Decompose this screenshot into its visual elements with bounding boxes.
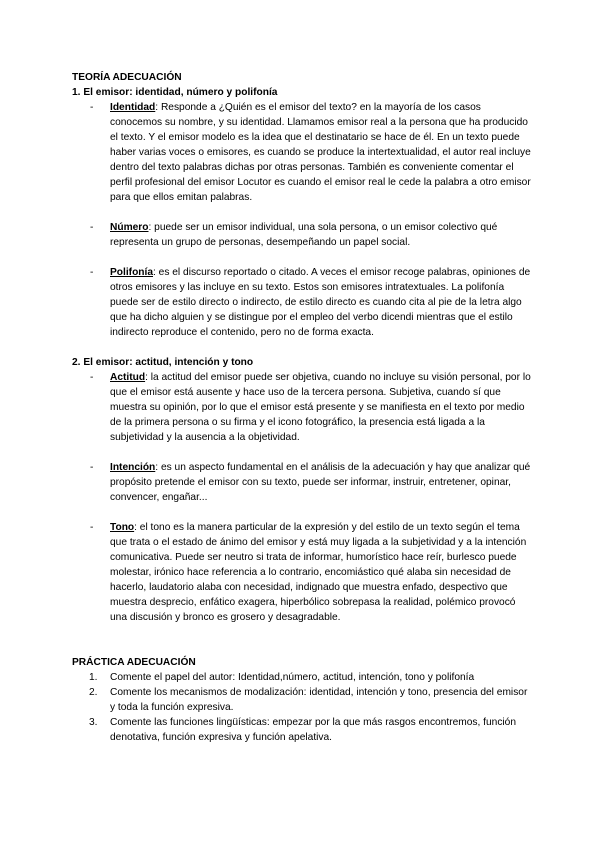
section-heading-2: 2. El emisor: actitud, intención y tono xyxy=(72,357,254,368)
dash-bullet: - xyxy=(90,102,94,113)
practice-text-3: Comente las funciones lingüísticas: empezar por la que más rasgos encontremos, función denotativa, función expresiva y función apelativa. xyxy=(110,717,517,743)
section-heading-1: 1. El emisor: identidad, número y polifonía xyxy=(72,87,278,98)
definition-tono: : el tono es la manera particular de la expresión y del estilo de un texto según el tema que trata o el estado de ánimo del emisor y está muy ligada a la subjetividad y a la intención comunicativa. Puede ser neutro si trata de informar, humorístico hace reír, burlesco puede molestar, irónico hace referencia a lo contrario, encomiástico qué alaba sin necesidad de hacerlo, laudatorio alaba con necesidad, indignado que muestra enfado, despectivo que muestra desprecio, enfático exagera, hiperbólico sobrepasa la realidad, polémico provocó una discusión y bronco es grosero y desagradable. xyxy=(110,522,527,623)
practice-text-2: Comente los mecanismos de modalización: identidad, intención y tono, presencia del emisor y toda la función expresiva. xyxy=(110,687,528,713)
term-identidad: Identidad xyxy=(110,102,156,113)
practice-list xyxy=(72,670,534,745)
item-number: 2. xyxy=(89,687,98,698)
term-actitud: Actitud xyxy=(110,372,146,383)
spacer xyxy=(72,340,534,355)
practice-item-1 xyxy=(72,670,534,685)
section-2-list xyxy=(72,370,534,625)
spacer xyxy=(72,625,534,655)
practice-heading: PRÁCTICA ADECUACIÓN xyxy=(72,657,196,668)
page-title: TEORÍA ADECUACIÓN xyxy=(72,72,182,83)
item-number: 1. xyxy=(89,672,98,683)
list-item-intencion xyxy=(72,460,534,505)
term-polifonia: Polifonía xyxy=(110,267,154,278)
list-item-identidad xyxy=(72,100,534,205)
term-intencion: Intención xyxy=(110,462,156,473)
dash-bullet: - xyxy=(90,372,94,383)
dash-bullet: - xyxy=(90,522,94,533)
document-content xyxy=(72,70,534,745)
dash-bullet: - xyxy=(90,267,94,278)
practice-item-3 xyxy=(72,715,534,745)
definition-intencion: : es un aspecto fundamental en el análisis de la adecuación y hay que analizar qué propósito pretende el emisor con su texto, puede ser informar, instruir, entretener, opinar, convencer, engañar... xyxy=(110,462,531,503)
definition-identidad: : Responde a ¿Quién es el emisor del texto? en la mayoría de los casos conocemos su nombre, y su identidad. Llamamos emisor real a la persona que ha producido el texto. Y el emisor modelo es la idea que el destinatario se hace de él. En un texto puede haber varias voces o emisores, es cuando se produce la intertextualidad, el autor real incluye dentro del texto palabras dichas por otras personas. También es conveniente comentar el perfil profesional del emisor Locutor es cuando el emisor real le cede la palabra a otro emisor para que ellos emitan palabras. xyxy=(110,102,531,203)
practice-text-1: Comente el papel del autor: Identidad,número, actitud, intención, tono y polifonía xyxy=(110,672,475,683)
list-item-polifonia xyxy=(72,265,534,340)
list-item-actitud xyxy=(72,370,534,445)
definition-polifonia: : es el discurso reportado o citado. A veces el emisor recoge palabras, opiniones de otros emisores y las incluye en su texto. Estos son emisores intratextuales. La polifonía puede ser de estilo directo o indirecto, de estilo directo es cuando cita al pie de la letra algo que ha dicho alguien y se distingue por el empleo del verbo dicendi mientras que el estilo indirecto reproduce el contenido, pero no de forma exacta. xyxy=(110,267,531,338)
item-number: 3. xyxy=(89,717,98,728)
dash-bullet: - xyxy=(90,222,94,233)
term-tono: Tono xyxy=(110,522,135,533)
term-numero: Número xyxy=(110,222,149,233)
section-1-list xyxy=(72,100,534,340)
definition-numero: : puede ser un emisor individual, una sola persona, o un emisor colectivo qué representa un grupo de personas, desempeñando un papel social. xyxy=(110,222,498,248)
definition-actitud: : la actitud del emisor puede ser objetiva, cuando no incluye su visión personal, por lo que el emisor está ausente y hace uso de la tercera persona. Subjetiva, cuando sí que muestra su opinión, por lo que el emisor está presente y se manifiesta en el texto por medio de la primera persona o su firma y el icono fotográfico, la presencia está ligada a la subjetividad y la ausencia a la objetividad. xyxy=(110,372,531,443)
list-item-numero xyxy=(72,220,534,250)
dash-bullet: - xyxy=(90,462,94,473)
practice-item-2 xyxy=(72,685,534,715)
list-item-tono xyxy=(72,520,534,625)
